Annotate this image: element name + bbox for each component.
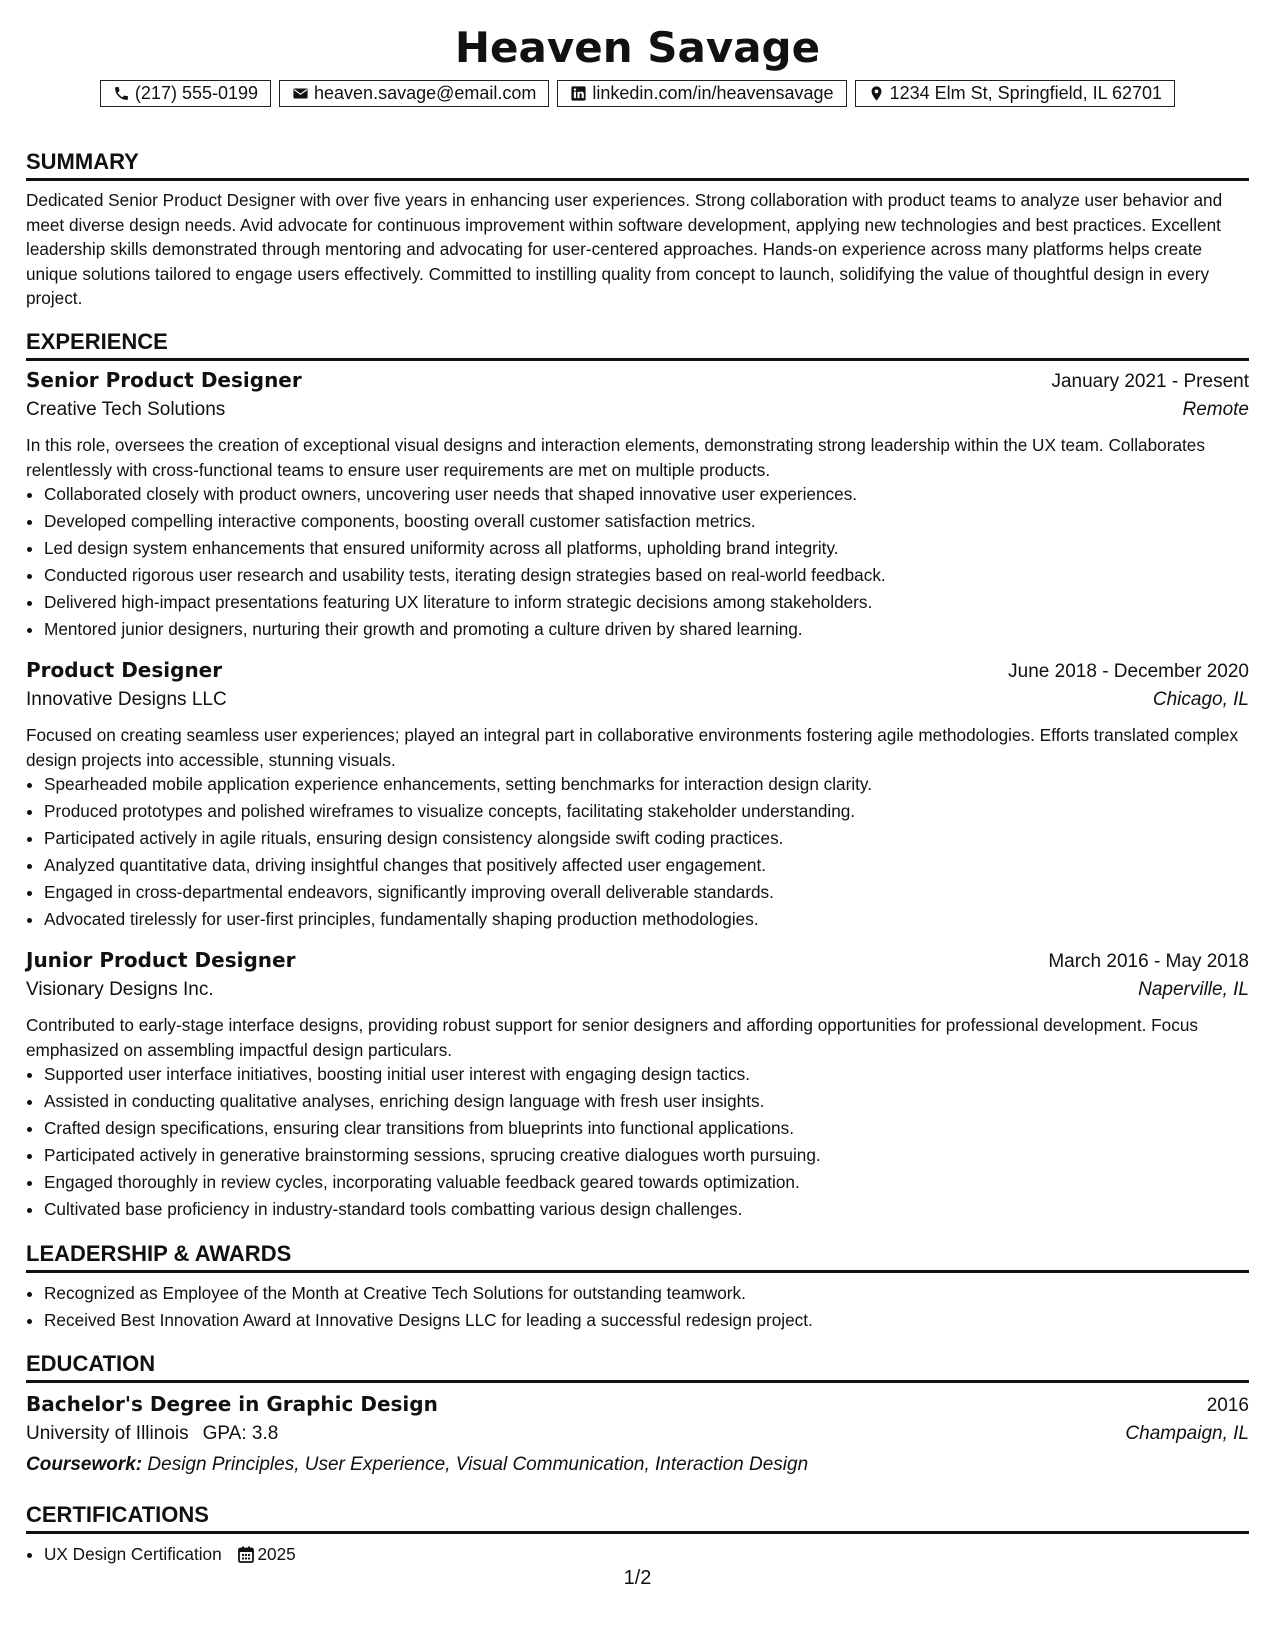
job-date: June 2018 - December 2020 bbox=[1008, 661, 1249, 682]
list-item: • Advocated tirelessly for user-first principles, fundamentally shaping production methodologies. bbox=[44, 906, 1249, 933]
contact-phone[interactable] bbox=[100, 80, 271, 107]
list-item: • Assisted in conducting qualitative analyses, enriching design language with fresh user insights. bbox=[44, 1088, 1249, 1115]
job-location: Naperville, IL bbox=[1138, 979, 1249, 1000]
list-item: • Mentored junior designers, nurturing their growth and promoting a culture driven by shared learning. bbox=[44, 616, 1249, 643]
list-item: • Received Best Innovation Award at Innovative Designs LLC for leading a successful redesign project. bbox=[44, 1307, 1249, 1334]
job-date: January 2021 - Present bbox=[1051, 371, 1249, 392]
job-description: Contributed to early-stage interface designs, providing robust support for senior designers and affording opportunities for professional development. Focus emphasized on assembling impactful design particulars. bbox=[26, 1015, 1198, 1060]
list-item: • Collaborated closely with product owners, uncovering user needs that shaped innovative user experiences. bbox=[44, 481, 1249, 508]
list-item: • Cultivated base proficiency in industry-standard tools combatting various design challenges. bbox=[44, 1196, 1249, 1223]
job-company: Innovative Designs LLC bbox=[26, 689, 227, 710]
education-location: Champaign, IL bbox=[1125, 1423, 1249, 1444]
list-item: • Participated actively in agile rituals, ensuring design consistency alongside swift coding practices. bbox=[44, 825, 1249, 852]
phone-text: (217) 555-0199 bbox=[134, 83, 259, 103]
coursework-label: Coursework: bbox=[26, 1454, 143, 1475]
job-1-bullets bbox=[26, 481, 1249, 643]
leadership-list bbox=[26, 1280, 1249, 1334]
section-title-summary: SUMMARY bbox=[26, 148, 1249, 181]
gpa: GPA: 3.8 bbox=[202, 1423, 279, 1444]
map-pin-icon bbox=[868, 85, 885, 102]
education-year: 2016 bbox=[1206, 1395, 1249, 1416]
contact-address[interactable] bbox=[855, 80, 1176, 107]
page-number: 1/2 bbox=[623, 1567, 652, 1589]
job-1-header bbox=[26, 368, 1249, 393]
job-3-bullets bbox=[26, 1061, 1249, 1223]
list-item: • Supported user interface initiatives, boosting initial user interest with engaging design tactics. bbox=[44, 1061, 1249, 1088]
list-item: • Led design system enhancements that ensured uniformity across all platforms, upholding brand integrity. bbox=[44, 535, 1249, 562]
list-item: • Recognized as Employee of the Month at Creative Tech Solutions for outstanding teamwork. bbox=[44, 1280, 1249, 1307]
list-item: • Delivered high-impact presentations featuring UX literature to inform strategic decisions among stakeholders. bbox=[44, 589, 1249, 616]
certification-name: UX Design Certification bbox=[44, 1544, 222, 1564]
degree-title: Bachelor's Degree in Graphic Design bbox=[26, 1392, 438, 1416]
education-school-row bbox=[26, 1423, 1249, 1445]
contact-linkedin[interactable] bbox=[557, 80, 846, 107]
job-company: Visionary Designs Inc. bbox=[26, 979, 214, 1000]
coursework-list: Design Principles, User Experience, Visual Communication, Interaction Design bbox=[147, 1454, 809, 1475]
summary-text: Dedicated Senior Product Designer with over five years in enhancing user experiences. Strong collaboration with product teams to analyze user behavior and meet diverse design needs. Avid advocate for continuous improvement within software development, applying new technologies and best practices. Excellent leadership skills demonstrated through mentoring and advocating for user-centered approaches. Hands-on experience across many platforms helps create unique solutions tailored to engage users effectively. Committed to instilling quality from concept to launch, solidifying the value of thoughtful design in every project. bbox=[26, 190, 1223, 308]
job-2-header bbox=[26, 658, 1249, 683]
list-item: • Produced prototypes and polished wireframes to visualize concepts, facilitating stakeholder understanding. bbox=[44, 798, 1249, 825]
candidate-name: Heaven Savage bbox=[454, 23, 821, 72]
list-item: • Engaged in cross-departmental endeavors, significantly improving overall deliverable standards. bbox=[44, 879, 1249, 906]
section-title-education: EDUCATION bbox=[26, 1350, 1249, 1383]
list-item: • Crafted design specifications, ensuring clear transitions from blueprints into functional applications. bbox=[44, 1115, 1249, 1142]
linkedin-icon bbox=[570, 85, 587, 102]
job-company: Creative Tech Solutions bbox=[26, 399, 226, 420]
contact-email[interactable] bbox=[279, 80, 549, 107]
job-title: Senior Product Designer bbox=[26, 368, 302, 392]
school-info bbox=[26, 1423, 278, 1445]
job-1-org-row bbox=[26, 399, 1249, 421]
list-item: • Developed compelling interactive components, boosting overall customer satisfaction metrics. bbox=[44, 508, 1249, 535]
job-location: Chicago, IL bbox=[1152, 689, 1249, 710]
section-title-experience: EXPERIENCE bbox=[26, 328, 1249, 361]
job-date: March 2016 - May 2018 bbox=[1048, 951, 1249, 972]
job-description: In this role, oversees the creation of exceptional visual designs and interaction elements, demonstrating strong leadership within the UX team. Collaborates relentlessly with cross-functional teams to ensure user requirements are met on multiple products. bbox=[26, 435, 1205, 480]
list-item: • Conducted rigorous user research and usability tests, iterating design strategies based on real-world feedback. bbox=[44, 562, 1249, 589]
list-item: • Engaged thoroughly in review cycles, incorporating valuable feedback geared towards optimization. bbox=[44, 1169, 1249, 1196]
linkedin-text: linkedin.com/in/heavensavage bbox=[592, 83, 834, 103]
email-text: heaven.savage@email.com bbox=[314, 83, 537, 103]
job-location: Remote bbox=[1182, 399, 1249, 420]
job-2-org-row bbox=[26, 689, 1249, 711]
job-title: Junior Product Designer bbox=[26, 948, 296, 972]
section-title-certifications: CERTIFICATIONS bbox=[26, 1501, 1249, 1534]
job-description: Focused on creating seamless user experiences; played an integral part in collaborative environments fostering agile methodologies. Efforts translated complex design projects into accessible, stunning visuals. bbox=[26, 725, 1239, 770]
job-3-header bbox=[26, 948, 1249, 973]
envelope-icon bbox=[292, 85, 309, 102]
address-text: 1234 Elm St, Springfield, IL 62701 bbox=[889, 83, 1163, 103]
list-item: • Participated actively in generative brainstorming sessions, sprucing creative dialogues worth pursuing. bbox=[44, 1142, 1249, 1169]
certification-year: 2025 bbox=[257, 1544, 296, 1564]
education-header bbox=[26, 1392, 1249, 1417]
phone-icon bbox=[113, 85, 130, 102]
contact-bar bbox=[0, 80, 1275, 107]
job-3-org-row bbox=[26, 979, 1249, 1001]
job-title: Product Designer bbox=[26, 658, 223, 682]
job-2-bullets bbox=[26, 771, 1249, 933]
school-name: University of Illinois bbox=[26, 1423, 189, 1444]
list-item: • Spearheaded mobile application experience enhancements, setting benchmarks for interaction design clarity. bbox=[44, 771, 1249, 798]
list-item: • Analyzed quantitative data, driving insightful changes that positively affected user engagement. bbox=[44, 852, 1249, 879]
section-title-leadership: LEADERSHIP & AWARDS bbox=[26, 1240, 1249, 1273]
coursework bbox=[26, 1454, 808, 1476]
